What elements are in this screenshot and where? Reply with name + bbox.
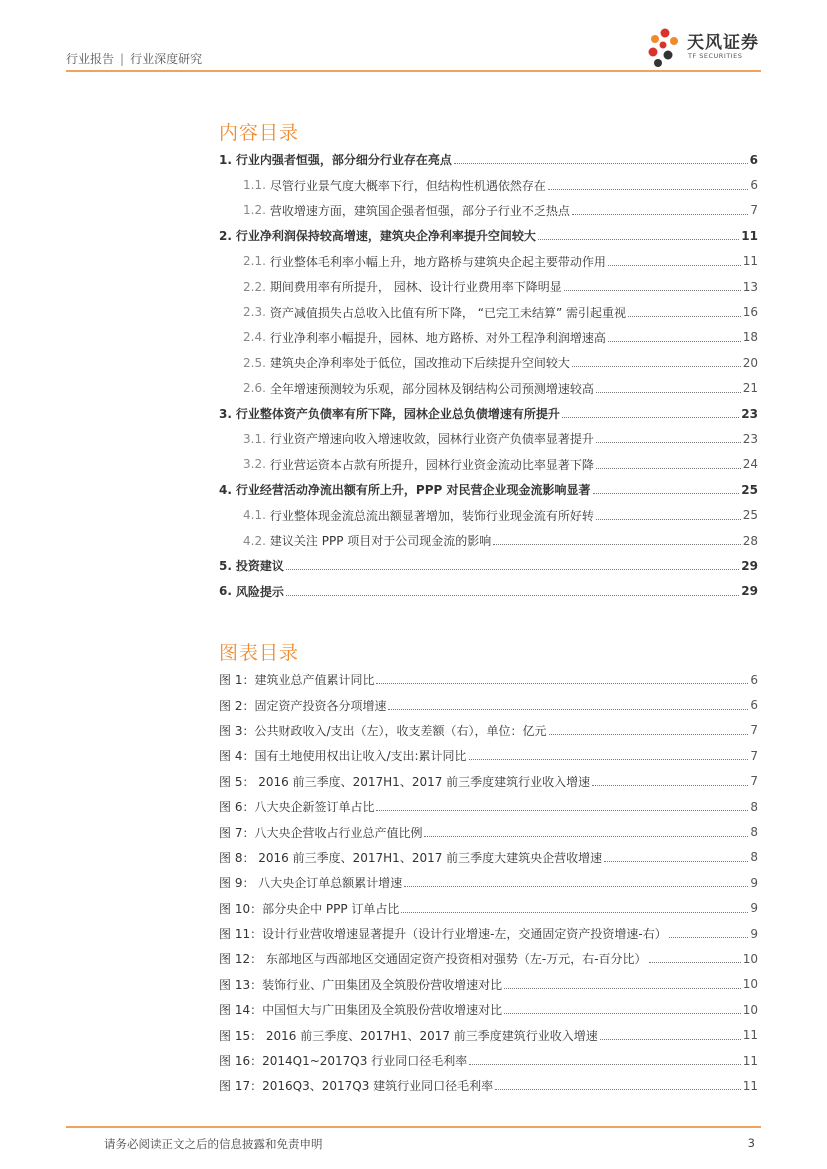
toc-entry-title: 建议关注 PPP 项目对于公司现金流的影响 <box>269 534 492 549</box>
toc-entry-page: 23 <box>742 431 758 446</box>
toc-entry[interactable] <box>219 376 758 401</box>
dot-leader <box>504 988 741 989</box>
dot-leader <box>608 265 741 266</box>
dot-leader <box>504 1013 741 1014</box>
figure-entry-title: 图 11：设计行业营收增速显著提升（设计行业增速-左，交通固定资产投资增速-右） <box>219 927 667 942</box>
toc-entry-number: 2.5. <box>243 355 266 370</box>
toc-entry[interactable] <box>219 147 758 172</box>
figure-entry[interactable] <box>219 845 758 870</box>
dot-leader <box>596 442 741 443</box>
toc-entry[interactable] <box>219 249 758 274</box>
figure-entry-title: 图 7：八大央企营收占行业总产值比例 <box>219 825 423 840</box>
toc-entry-title: 建筑央企净利率处于低位，国改推动下后续提升空间较大 <box>269 356 570 371</box>
toc-list <box>219 147 758 604</box>
toc-entry[interactable] <box>219 172 758 197</box>
toc-entry[interactable] <box>219 223 758 248</box>
toc-entry-number: 2.4. <box>243 330 266 345</box>
toc-entry-title: 行业营运资本占款有所提升，园林行业资金流动比率显著下降 <box>269 457 594 472</box>
toc-entry-number: 2.6. <box>243 381 266 396</box>
toc-entry-title: 全年增速预测较为乐观，部分园林及钢结构公司预测增速较高 <box>269 381 594 396</box>
toc-entry-title: 行业净利润保持较高增速，建筑央企净利率提升空间较大 <box>235 229 536 244</box>
report-type: 行业报告 <box>66 52 115 66</box>
toc-entry[interactable] <box>219 579 758 604</box>
toc-entry-page: 24 <box>742 457 758 472</box>
figure-entry-page: 8 <box>750 799 758 814</box>
toc-entry-number: 3.2. <box>243 457 266 472</box>
toc-entry-title: 行业内强者恒强，部分细分行业存在亮点 <box>235 153 452 168</box>
toc-entry-page: 29 <box>741 584 758 599</box>
figure-entry-page: 10 <box>742 951 758 966</box>
toc-entry-page: 28 <box>742 533 758 548</box>
header-separator: | <box>120 52 125 66</box>
toc-entry[interactable] <box>219 528 758 553</box>
toc-entry-page: 6 <box>750 178 758 193</box>
flower-logo-icon <box>643 26 687 70</box>
dot-leader <box>469 759 749 760</box>
dot-leader <box>548 189 748 190</box>
figure-entry-title: 图 1：建筑业总产值累计同比 <box>219 673 375 688</box>
figure-entry-title: 图 16：2014Q1~2017Q3 行业同口径毛利率 <box>219 1054 468 1069</box>
page-footer <box>66 1126 761 1158</box>
toc-entry-number: 6. <box>219 584 232 599</box>
figure-entry[interactable] <box>219 946 758 971</box>
figure-entry-page: 8 <box>750 850 758 865</box>
figure-entry[interactable] <box>219 794 758 819</box>
toc-entry[interactable] <box>219 274 758 299</box>
toc-entry[interactable] <box>219 502 758 527</box>
figure-entry-page: 11 <box>742 1028 758 1043</box>
figure-entry-title: 图 2：固定资产投资各分项增速 <box>219 698 387 713</box>
dot-leader <box>572 214 748 215</box>
toc-entry-page: 25 <box>742 508 758 523</box>
figure-entry[interactable] <box>219 819 758 844</box>
dot-leader <box>669 937 749 938</box>
dot-leader <box>592 785 748 786</box>
toc-entry[interactable] <box>219 299 758 324</box>
toc-entry-title: 营收增速方面，建筑国企强者恒强，部分子行业不乏热点 <box>269 203 570 218</box>
toc-entry[interactable] <box>219 452 758 477</box>
figure-entry-page: 11 <box>742 1053 758 1068</box>
toc-entry-title: 投资建议 <box>235 559 284 574</box>
figure-entry[interactable] <box>219 718 758 743</box>
dot-leader <box>562 417 739 418</box>
toc-entry-title: 行业经营活动净流出额有所上升，PPP 对民营企业现金流影响显著 <box>235 483 591 498</box>
figure-list <box>219 667 758 1099</box>
toc-entry-number: 3. <box>219 406 232 421</box>
figure-entry-page: 10 <box>742 1002 758 1017</box>
toc-entry[interactable] <box>219 426 758 451</box>
figure-entry-page: 7 <box>750 723 758 738</box>
toc-entry-page: 13 <box>742 279 758 294</box>
toc-entry-title: 资产减值损失占总收入比值有所下降， “已完工未结算” 需引起重视 <box>269 305 626 320</box>
figure-entry-page: 9 <box>750 875 758 890</box>
figure-entry[interactable] <box>219 1073 758 1098</box>
report-subtype: 行业深度研究 <box>130 52 203 66</box>
header-breadcrumb <box>66 50 202 67</box>
figure-list-title: 图表目录 <box>219 642 300 664</box>
figure-entry-title: 图 15： 2016 前三季度、2017H1、2017 前三季度建筑行业收入增速 <box>219 1028 598 1043</box>
figure-entry-title: 图 3：公共财政收入/支出（左），收支差额（右），单位：亿元 <box>219 723 547 738</box>
toc-entry-title: 行业净利率小幅提升，园林、地方路桥、对外工程净利润增速高 <box>269 330 606 345</box>
figure-entry-page: 11 <box>742 1078 758 1093</box>
dot-leader <box>604 861 748 862</box>
dot-leader <box>649 962 741 963</box>
toc-entry[interactable] <box>219 553 758 578</box>
toc-entry-title: 尽管行业景气度大概率下行，但结构性机遇依然存在 <box>269 178 546 193</box>
toc-entry-title: 行业资产增速向收入增速收敛，园林行业资产负债率显著提升 <box>269 432 594 447</box>
figure-entry[interactable] <box>219 921 758 946</box>
figure-entry[interactable] <box>219 667 758 692</box>
toc-entry-number: 4.2. <box>243 533 266 548</box>
toc-entry[interactable] <box>219 401 758 426</box>
figure-entry-title: 图 9： 八大央企订单总额累计增速 <box>219 876 403 891</box>
toc-entry-title: 风险提示 <box>235 584 284 599</box>
dot-leader <box>424 836 748 837</box>
figure-entry-title: 图 10：部分央企中 PPP 订单占比 <box>219 901 400 916</box>
toc-entry-number: 1. <box>219 152 232 167</box>
dot-leader <box>538 239 739 240</box>
figure-entry-title: 图 12： 东部地区与西部地区交通固定资产投资相对强势（左-万元，右-百分比） <box>219 952 647 967</box>
toc-entry-page: 11 <box>742 254 758 269</box>
toc-entry[interactable] <box>219 325 758 350</box>
dot-leader <box>401 912 748 913</box>
logo-chinese-name: 天风证券 <box>687 33 759 53</box>
toc-entry[interactable] <box>219 350 758 375</box>
figure-entry-page: 8 <box>750 825 758 840</box>
toc-entry-number: 4. <box>219 482 232 497</box>
figure-entry-title: 图 6：八大央企新签订单占比 <box>219 800 375 815</box>
figure-entry[interactable] <box>219 972 758 997</box>
toc-entry-page: 20 <box>742 355 758 370</box>
figure-entry-page: 7 <box>750 748 758 763</box>
figure-entry-page: 6 <box>750 672 758 687</box>
toc-entry-page: 11 <box>741 228 758 243</box>
figure-entry-title: 图 5： 2016 前三季度、2017H1、2017 前三季度建筑行业收入增速 <box>219 774 591 789</box>
toc-entry-page: 18 <box>742 330 758 345</box>
toc-entry-number: 2. <box>219 228 232 243</box>
dot-leader <box>608 341 741 342</box>
dot-leader <box>495 1089 741 1090</box>
toc-entry-number: 4.1. <box>243 508 266 523</box>
disclaimer-link[interactable]: 请务必阅读正文之后的信息披露和免责申明 <box>104 1137 323 1151</box>
dot-leader <box>628 316 741 317</box>
dot-leader <box>376 810 748 811</box>
dot-leader <box>600 1039 741 1040</box>
toc-entry-page: 6 <box>749 152 758 167</box>
figure-entry-page: 7 <box>750 774 758 789</box>
dot-leader <box>376 683 748 684</box>
dot-leader <box>388 709 748 710</box>
toc-entry-page: 29 <box>741 558 758 573</box>
dot-leader <box>469 1064 741 1065</box>
dot-leader <box>572 366 741 367</box>
dot-leader <box>596 468 741 469</box>
figure-entry-title: 图 17：2016Q3、2017Q3 建筑行业同口径毛利率 <box>219 1079 494 1094</box>
dot-leader <box>596 392 741 393</box>
page-header <box>66 33 761 72</box>
figure-entry[interactable] <box>219 1022 758 1047</box>
figure-entry-title: 图 8： 2016 前三季度、2017H1、2017 前三季度大建筑央企营收增速 <box>219 850 603 865</box>
dot-leader <box>404 886 748 887</box>
page-number: 3 <box>747 1136 755 1150</box>
dot-leader <box>493 544 740 545</box>
figure-entry[interactable] <box>219 769 758 794</box>
dot-leader <box>564 290 741 291</box>
toc-entry-number: 5. <box>219 558 232 573</box>
figure-entry-page: 9 <box>750 926 758 941</box>
figure-entry[interactable] <box>219 896 758 921</box>
figure-entry-title: 图 13：装饰行业、广田集团及全筑股份营收增速对比 <box>219 977 503 992</box>
toc-entry-page: 25 <box>741 482 758 497</box>
toc-entry-title: 行业整体毛利率小幅上升，地方路桥与建筑央企起主要带动作用 <box>269 254 606 269</box>
toc-entry[interactable] <box>219 477 758 502</box>
dot-leader <box>286 569 739 570</box>
toc-entry-number: 2.2. <box>243 279 266 294</box>
dot-leader <box>593 493 740 494</box>
toc-entry-page: 16 <box>742 305 758 320</box>
company-logo <box>643 26 761 70</box>
toc-entry-page: 21 <box>742 381 758 396</box>
figure-entry-page: 10 <box>742 977 758 992</box>
dot-leader <box>596 519 741 520</box>
toc-entry-page: 7 <box>750 203 758 218</box>
figure-entry-title: 图 4：国有土地使用权出让收入/支出:累计同比 <box>219 749 467 764</box>
figure-entry[interactable] <box>219 692 758 717</box>
toc-title: 内容目录 <box>219 122 300 144</box>
toc-entry-number: 3.1. <box>243 431 266 446</box>
toc-entry-title: 行业整体现金流总流出额显著增加，装饰行业现金流有所好转 <box>269 508 594 523</box>
toc-entry-page: 23 <box>741 406 758 421</box>
toc-entry-title: 行业整体资产负债率有所下降，园林企业总负债增速有所提升 <box>235 407 560 422</box>
dot-leader <box>549 734 749 735</box>
figure-entry-page: 6 <box>750 698 758 713</box>
figure-entry[interactable] <box>219 870 758 895</box>
toc-entry-number: 1.2. <box>243 203 266 218</box>
dot-leader <box>286 595 739 596</box>
toc-entry[interactable] <box>219 198 758 223</box>
toc-entry-number: 1.1. <box>243 178 266 193</box>
figure-entry-page: 9 <box>750 901 758 916</box>
figure-entry[interactable] <box>219 997 758 1022</box>
figure-entry[interactable] <box>219 1048 758 1073</box>
toc-entry-number: 2.3. <box>243 305 266 320</box>
figure-entry[interactable] <box>219 743 758 768</box>
toc-entry-number: 2.1. <box>243 254 266 269</box>
logo-english-name: TF SECURITIES <box>688 52 743 60</box>
dot-leader <box>454 163 748 164</box>
figure-entry-title: 图 14：中国恒大与广田集团及全筑股份营收增速对比 <box>219 1003 503 1018</box>
toc-entry-title: 期间费用率有所提升， 园林、设计行业费用率下降明显 <box>269 280 562 295</box>
